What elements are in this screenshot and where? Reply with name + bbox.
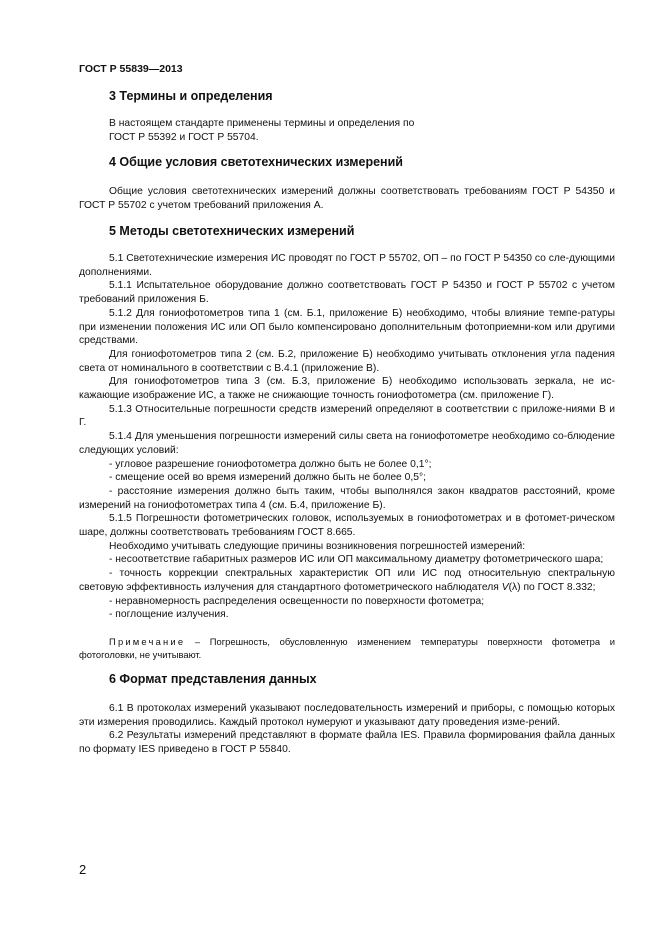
section-3-line-1: В настоящем стандарте применены термины и определения по — [109, 118, 415, 129]
note-label: Примечание — [109, 635, 186, 647]
page-number: 2 — [79, 862, 87, 877]
section-3-line-2: ГОСТ Р 55392 и ГОСТ Р 55704. — [109, 131, 259, 143]
paragraph-causes: Необходимо учитывать следующие причины возникновения погрешностей измерений: — [109, 540, 526, 552]
section-6-body — [79, 702, 615, 757]
paragraph-type-3: Для гониофотометров типа 3 (см. Б.3, приложение Б) необходимо использовать зеркала, не ис-кажающие изображение ИС, а также не снижающие точность гониофотометра (см. приложение Г). — [79, 376, 615, 402]
paragraph-6-1: 6.1 В протоколах измерений указывают последовательность измерений и приборы, с помощью которых эти измерения проводились. Каждый протокол нумеруют и указывают дату проведения изме-рений. — [79, 703, 615, 728]
section-4-paragraph: Общие условия светотехнических измерений должны соответствовать требованиям ГОСТ Р 54350 и ГОСТ Р 55702 с учетом требований приложения А. — [79, 186, 615, 211]
section-6-title: 6 Формат представления данных — [109, 672, 317, 686]
list-item: - несоответствие габаритных размеров ИС или ОП максимальному диаметру фотометрического шара; — [109, 554, 604, 566]
correction-text: - точность коррекции спектральных характеристик ОП или ИС под относительную спектральную световую эффективность излучения для стандартного фотометрического наблюдателя — [79, 568, 615, 593]
list-item: - поглощение излучения. — [109, 609, 229, 621]
list-item-correction — [79, 567, 615, 594]
paragraph-5-1-5: 5.1.5 Погрешности фотометрических головок, используемых в гониофотометрах и в фотомет-рическом шаре, должны соответствовать требованиям ГОСТ 8.665. — [79, 513, 615, 539]
paragraph-type-2: Для гониофотометров типа 2 (см. Б.2, приложение Б) необходимо учитывать отклонения угла падения света от номинального в соответствии с В.4.1 (приложение В). — [79, 348, 615, 374]
list-item: - неравномерность распределения освещенности по поверхности фотометра; — [109, 595, 485, 607]
list-item: - расстояние измерения должно быть таким, чтобы выполнялся закон квадратов расстояний, кроме измерений на гониофотометрах типа 4 (см. Б.4, приложение Б). — [79, 485, 615, 511]
section-3-body — [79, 117, 615, 144]
note — [79, 635, 615, 661]
paragraph-5-1-2: 5.1.2 Для гониофотометров типа 1 (см. Б.1, приложение Б) необходимо, чтобы влияние темпе-ратуры при изменении положения ИС или ОП было компенсировано дополнительным фотоприемни-ком или другими средствами. — [79, 307, 615, 347]
section-3-title: 3 Термины и определения — [109, 89, 273, 103]
paragraph-5-1-1: 5.1.1 Испытательное оборудование должно соответствовать ГОСТ Р 54350 и ГОСТ Р 55702 с учетом требований приложения Б. — [79, 280, 615, 306]
paragraph-5-1: 5.1 Светотехнические измерения ИС проводят по ГОСТ Р 55702, ОП – по ГОСТ Р 54350 со сле-дующими дополнениями. — [79, 253, 615, 278]
section-5-body — [79, 252, 615, 661]
note-text: – Погрешность, обусловленную изменением температуры поверхности фотометра и фотоголовки, не учитывают. — [79, 635, 615, 660]
paragraph-6-2: 6.2 Результаты измерений представляют в формате файла IES. Правила формирования файла данных по формату IES приведено в ГОСТ Р 55840. — [79, 730, 615, 756]
section-5-title: 5 Методы светотехнических измерений — [109, 224, 355, 238]
section-4-title: 4 Общие условия светотехнических измерений — [109, 155, 403, 169]
list-item: - смещение осей во время измерений должно быть не более 0,5°; — [109, 472, 426, 484]
list-item: - угловое разрешение гониофотометра должно быть не более 0,1°; — [109, 458, 432, 470]
standard-header: ГОСТ Р 55839—2013 — [79, 63, 183, 75]
paragraph-5-1-3: 5.1.3 Относительные погрешности средств измерений определяют в соответствии с приложе-ниями В и Г. — [79, 403, 615, 429]
paragraph-5-1-4: 5.1.4 Для уменьшения погрешности измерений силы света на гониофотометре необходимо со-блюдение следующих условий: — [79, 431, 615, 456]
section-4-body — [79, 185, 615, 212]
correction-text-end: (λ) по ГОСТ 8.332; — [508, 581, 596, 593]
v-symbol: V — [501, 581, 509, 593]
